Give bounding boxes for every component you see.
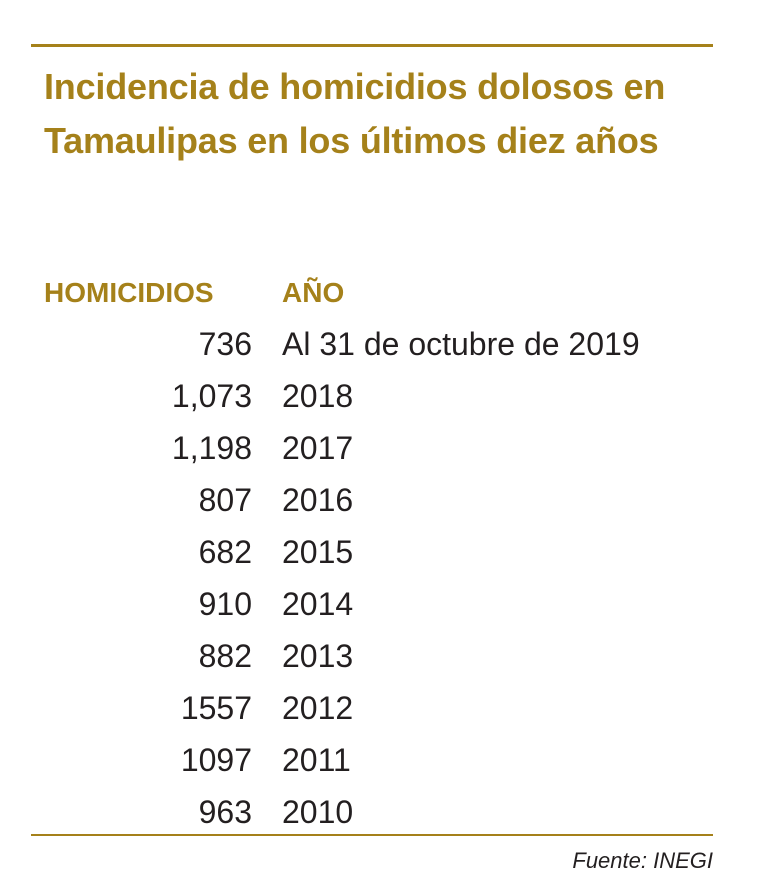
cell-homicidios: 963 [198,793,252,830]
cell-homicidios: 910 [198,585,252,622]
table-row [44,630,714,682]
table-row [44,578,714,630]
table-row [44,474,714,526]
table-row [44,370,714,422]
table-row [44,734,714,786]
table-row [44,422,714,474]
cell-homicidios: 1097 [180,741,252,778]
cell-anio: Al 31 de octubre de 2019 [282,325,640,362]
column-header-anio: AÑO [282,277,345,308]
cell-anio: 2016 [282,481,354,518]
column-header-homicidios: HOMICIDIOS [44,277,214,308]
cell-anio: 2015 [282,533,354,570]
bottom-divider [31,834,713,836]
cell-homicidios: 736 [198,325,252,362]
source-note: Fuente: INEGI [572,848,713,873]
cell-homicidios: 882 [198,637,252,674]
cell-anio: 2011 [282,741,351,778]
cell-homicidios: 807 [198,481,252,518]
table-row [44,526,714,578]
table-row [44,682,714,734]
cell-anio: 2013 [282,637,354,674]
top-divider [31,44,713,47]
cell-anio: 2017 [282,429,354,466]
table-header-row [44,268,714,318]
cell-homicidios: 1557 [180,689,252,726]
table-row [44,786,714,838]
cell-homicidios: 682 [198,533,252,570]
cell-anio: 2012 [282,689,354,726]
cell-anio: 2010 [282,793,354,830]
cell-anio: 2014 [282,585,354,622]
cell-homicidios: 1,073 [171,377,252,414]
table-body [44,318,714,838]
cell-anio: 2018 [282,377,354,414]
homicide-table [44,268,714,838]
cell-homicidios: 1,198 [171,429,252,466]
table-row [44,318,714,370]
table-title: Incidencia de homicidios dolosos en Tamaulipas en los últimos diez años [44,66,666,161]
